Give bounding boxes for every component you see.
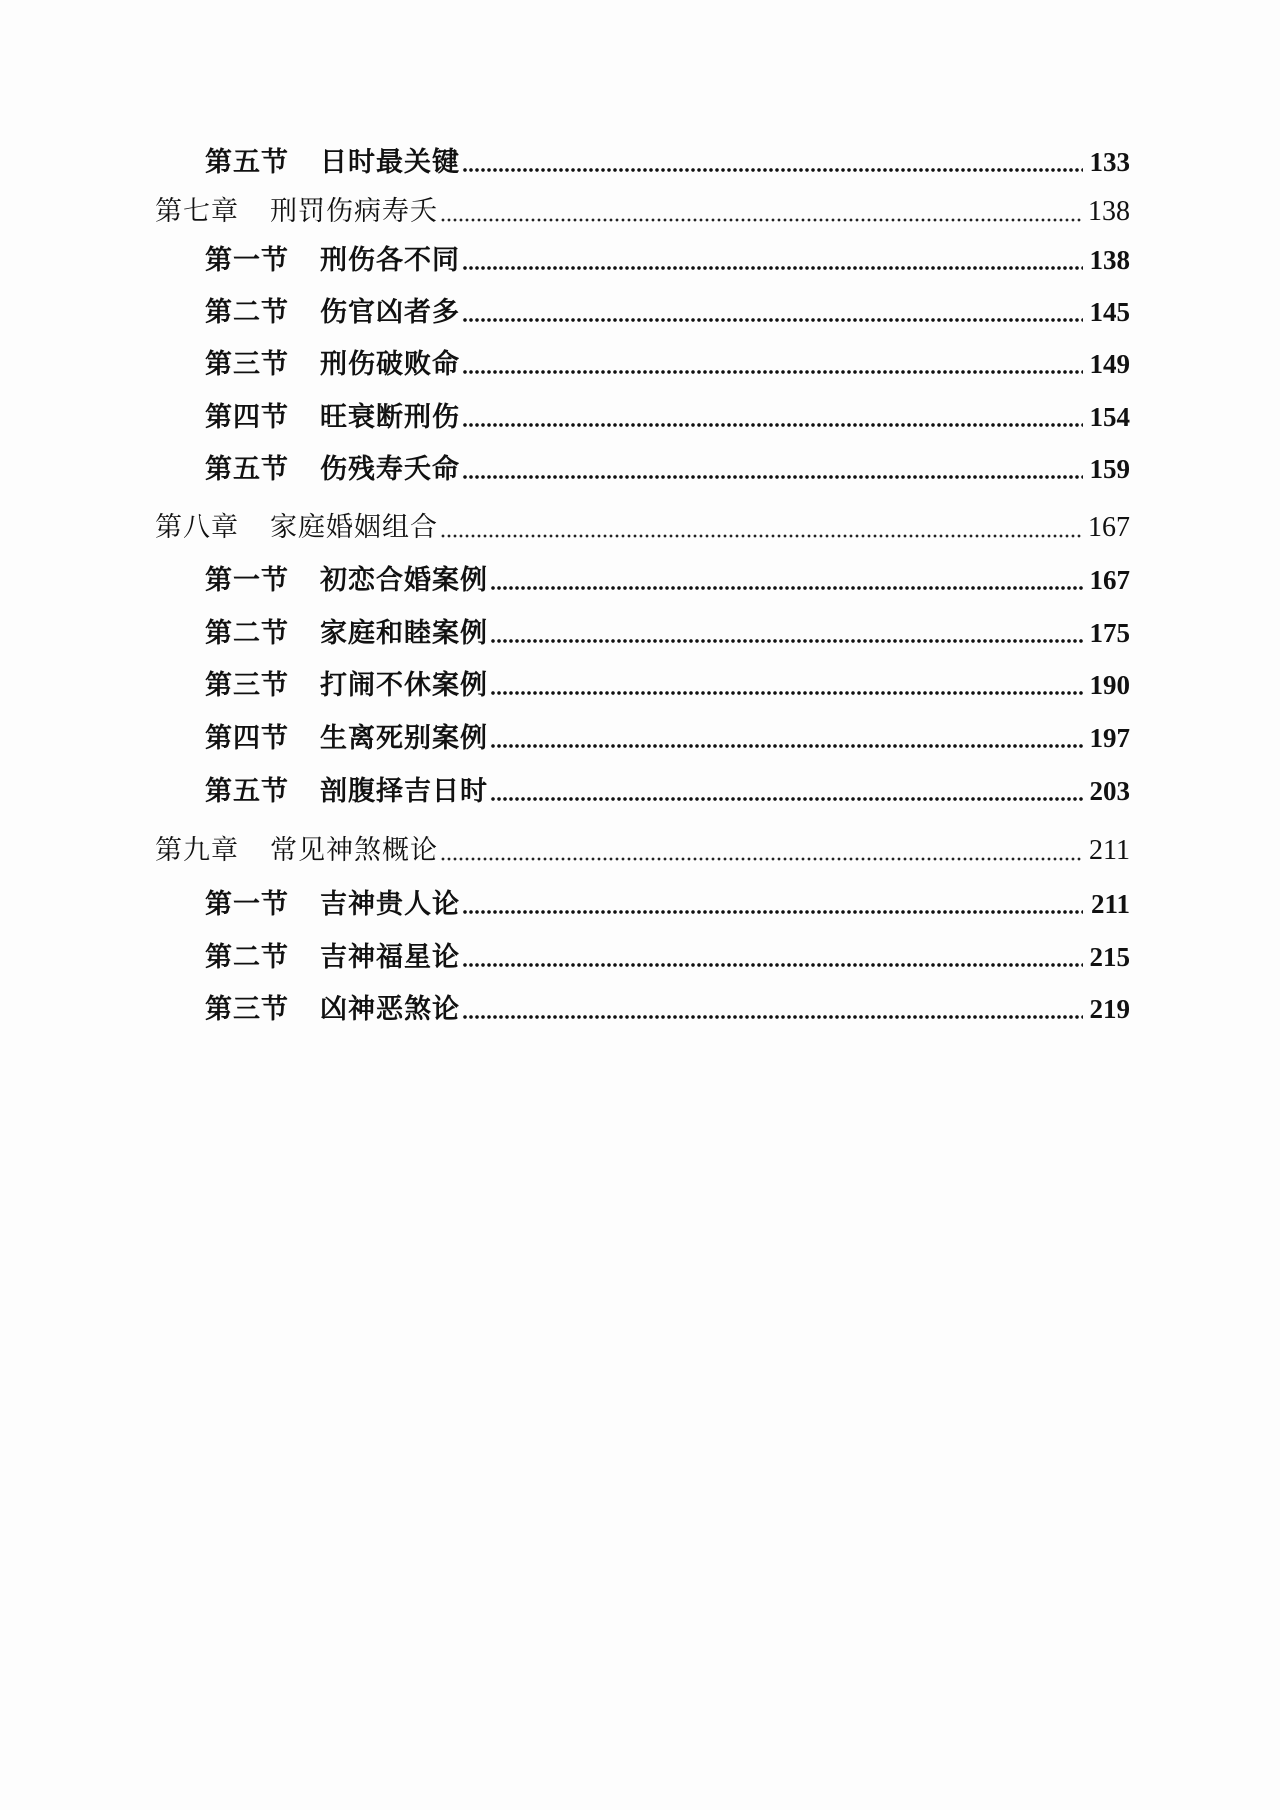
page-number: 190 [1089,670,1130,700]
section-number: 第二节 [205,942,289,973]
page-number: 211 [1090,889,1130,919]
section-title: 伤残寿夭命 [320,454,460,485]
page-number: 138 [1089,245,1130,275]
section-title: 日时最关键 [320,147,460,178]
page-number: 167 [1088,512,1130,543]
section-title: 伤官凶者多 [320,297,460,328]
toc-entry-section [205,292,1130,332]
dot-leader [440,857,1083,861]
page-number: 197 [1089,723,1130,753]
dot-leader [462,266,1083,270]
page-number: 211 [1089,835,1130,866]
dot-leader [462,1015,1083,1019]
page-number: 133 [1089,147,1130,177]
dot-leader [462,963,1083,967]
section-title: 刑伤破败命 [320,349,460,380]
section-title: 家庭和睦案例 [320,618,488,649]
section-number: 第一节 [205,245,289,276]
toc-entry-section [205,718,1130,758]
section-number: 第三节 [205,994,289,1025]
section-number: 第五节 [205,147,289,178]
chapter-title: 家庭婚姻组合 [270,512,438,543]
toc-entry-section [205,613,1130,653]
dot-leader [462,910,1083,914]
section-number: 第三节 [205,349,289,380]
section-number: 第一节 [205,889,289,920]
section-number: 第五节 [205,454,289,485]
page-number: 203 [1089,776,1130,806]
section-number: 第二节 [205,618,289,649]
section-title: 初恋合婚案例 [320,565,488,596]
section-number: 第四节 [205,723,289,754]
dot-leader [462,370,1083,374]
section-title: 生离死别案例 [320,723,488,754]
section-title: 吉神福星论 [320,942,460,973]
dot-leader [490,639,1083,643]
dot-leader [462,318,1083,322]
chapter-number: 第九章 [155,835,239,866]
section-title: 打闹不休案例 [320,670,488,701]
section-title: 刑伤各不同 [320,245,460,276]
toc-entry-chapter [155,508,1130,548]
dot-leader [490,586,1083,590]
toc-entry-section [205,344,1130,384]
chapter-title: 刑罚伤病寿夭 [270,196,438,227]
page-number: 145 [1089,297,1130,327]
toc-entry-section [205,989,1130,1029]
dot-leader [462,423,1083,427]
toc-entry-chapter [155,192,1130,232]
dot-leader [490,744,1083,748]
page-number: 175 [1089,618,1130,648]
page-number: 138 [1088,196,1130,227]
toc-entry-section [205,397,1130,437]
chapter-number: 第八章 [155,512,239,543]
dot-leader [490,691,1083,695]
toc-entry-section [205,142,1130,182]
page-number: 154 [1089,402,1130,432]
page-number: 159 [1089,454,1130,484]
section-number: 第二节 [205,297,289,328]
dot-leader [490,797,1083,801]
section-number: 第一节 [205,565,289,596]
dot-leader [440,218,1083,222]
toc-entry-chapter [155,831,1130,871]
toc-entry-section [205,665,1130,705]
toc-entry-section [205,240,1130,280]
toc-entry-section [205,937,1130,977]
toc-entry-section [205,884,1130,924]
toc-entry-section [205,560,1130,600]
section-title: 剖腹择吉日时 [320,776,488,807]
chapter-title: 常见神煞概论 [270,835,438,866]
page-number: 149 [1089,349,1130,379]
section-number: 第三节 [205,670,289,701]
dot-leader [440,534,1083,538]
section-title: 吉神贵人论 [320,889,460,920]
page-number: 219 [1089,994,1130,1024]
section-number: 第五节 [205,776,289,807]
page-number: 167 [1089,565,1130,595]
section-title: 旺衰断刑伤 [320,402,460,433]
dot-leader [462,168,1083,172]
section-title: 凶神恶煞论 [320,994,460,1025]
dot-leader [462,475,1083,479]
chapter-number: 第七章 [155,196,239,227]
toc-entry-section [205,449,1130,489]
toc-entry-section [205,771,1130,811]
section-number: 第四节 [205,402,289,433]
page-number: 215 [1089,942,1130,972]
